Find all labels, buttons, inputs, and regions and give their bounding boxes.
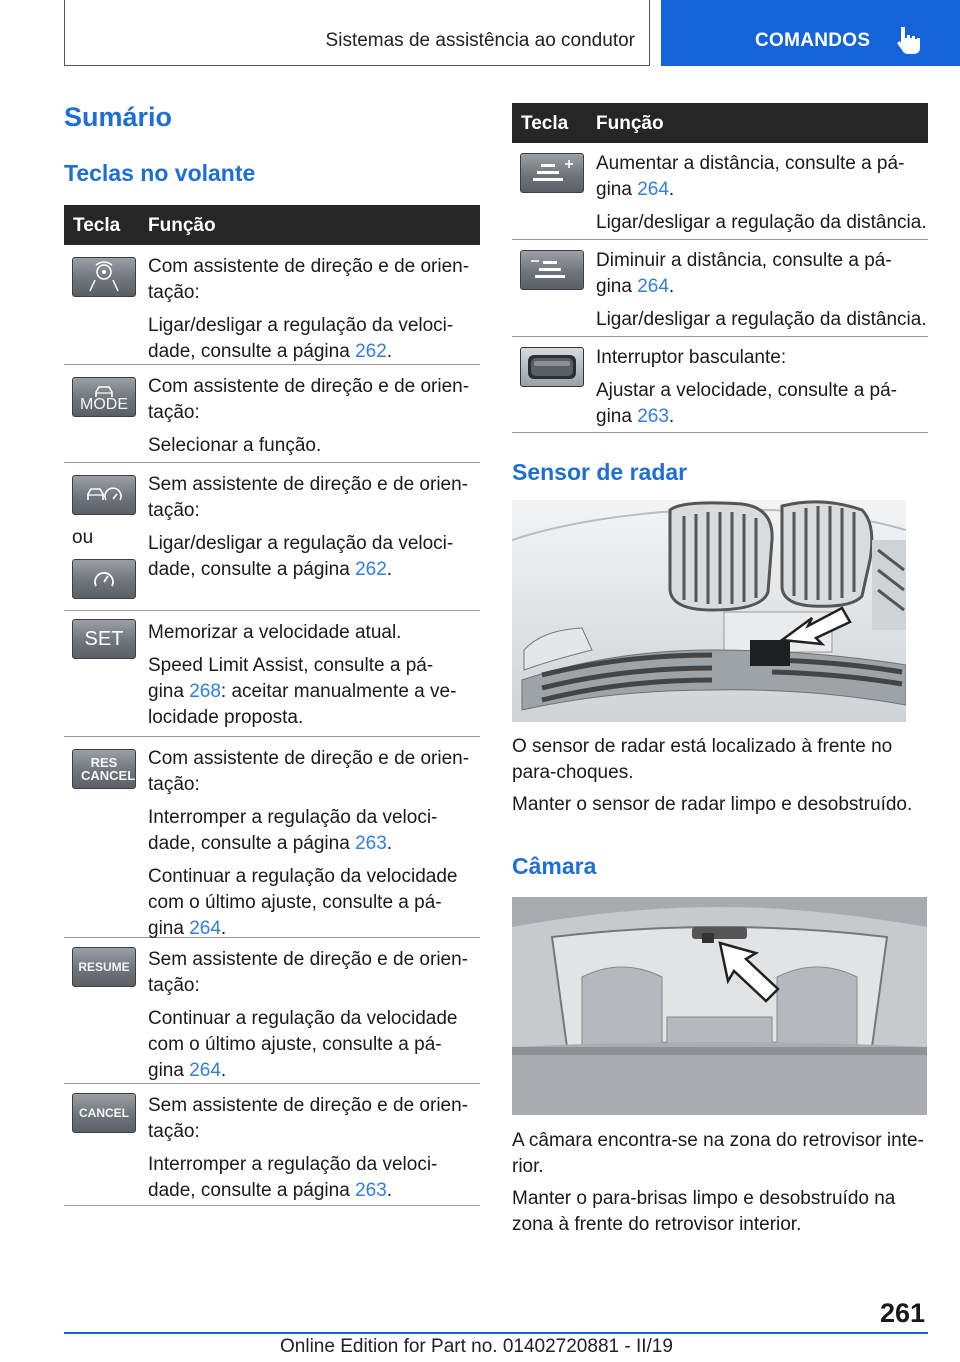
- distance-keys-table: [512, 103, 928, 433]
- function-line: [148, 864, 480, 942]
- row-function: [148, 620, 480, 738]
- cruise-steering-key: [72, 475, 136, 515]
- grille-left: [670, 503, 772, 610]
- page-ref-link[interactable]: 264: [189, 1060, 221, 1081]
- function-line: [596, 378, 928, 430]
- table-row: [64, 611, 480, 737]
- function-text: Interruptor basculante:: [596, 347, 787, 368]
- function-line: [596, 307, 928, 333]
- header-section-box: [64, 0, 650, 66]
- page-title: Sumário: [64, 102, 173, 132]
- function-text: Aumentar a distância, consulte a pá- gina: [596, 153, 905, 200]
- rocker-switch-icon: [526, 352, 578, 382]
- function-line: [148, 531, 480, 583]
- function-text: Continuar a regulação da velocidade com o último ajuste, consulte a pá- gina: [148, 1008, 458, 1081]
- col-function-header: Função: [148, 215, 216, 236]
- header-chapter-title: COMANDOS: [755, 30, 871, 51]
- row-function: [596, 151, 928, 243]
- function-text: Ligar/desligar a regulação da veloci- dade, consulte a página: [148, 533, 454, 580]
- page-ref-link[interactable]: 268: [189, 681, 221, 702]
- footer-divider: [64, 1332, 928, 1334]
- page-ref-link[interactable]: 264: [637, 179, 669, 200]
- function-text: .: [386, 1180, 393, 1201]
- rocker-switch-key: [520, 347, 584, 387]
- function-line: [148, 313, 480, 365]
- function-text: Ajustar a velocidade, consulte a pá- gina: [596, 380, 898, 427]
- page-ref-link[interactable]: 262: [355, 341, 387, 362]
- row-function: [148, 746, 480, 949]
- function-text: Com assistente de direção e de orien- tação:: [148, 376, 470, 423]
- function-text: Diminuir a distância, consulte a pá- gina: [596, 250, 892, 297]
- function-line: [148, 472, 480, 524]
- steering-assist-key: [72, 257, 136, 297]
- camera-paragraph-2: Manter o para-brisas limpo e desobstruído na zona à frente do retrovisor interior.: [512, 1188, 896, 1235]
- page-ref-link[interactable]: 263: [637, 406, 669, 427]
- function-line: [148, 1093, 480, 1145]
- steering-keys-heading: Teclas no volante: [64, 160, 256, 186]
- function-text: Com assistente de direção e de orien- tação:: [148, 748, 470, 795]
- radar-heading: Sensor de radar: [512, 459, 688, 485]
- mode-key: [72, 377, 136, 417]
- function-text: Continuar a regulação da velocidade com o último ajuste, consulte a pá- gina: [148, 866, 458, 939]
- grille-right: [782, 502, 872, 606]
- function-text: .: [220, 918, 227, 939]
- row-function: [148, 1093, 480, 1211]
- steering-assist-icon: [80, 261, 128, 293]
- mode-key-label: MODE: [80, 395, 128, 413]
- function-line: [148, 805, 480, 857]
- footer-edition: Online Edition for Part no. 01402720881 - II/19: [280, 1336, 673, 1357]
- distance-increase-key: [520, 153, 584, 193]
- col-function-header: Função: [596, 113, 664, 134]
- function-text: Sem assistente de direção e de orien- tação:: [148, 474, 469, 521]
- header-section-title: Sistemas de assistência ao condutor: [325, 30, 635, 51]
- table-row: [64, 365, 480, 463]
- function-text: Ligar/desligar a regulação da veloci- dade, consulte a página: [148, 315, 454, 362]
- row-function: [596, 248, 928, 340]
- res-cancel-key-label: RES CANCEL: [81, 755, 136, 783]
- function-text: : aceitar manualmente a ve- locidade proposta.: [148, 681, 457, 728]
- table-row: [64, 245, 480, 365]
- col-key-header: Tecla: [521, 113, 569, 134]
- function-line: [148, 433, 480, 459]
- table-row: [64, 938, 480, 1084]
- row-function: [148, 947, 480, 1091]
- function-text: Sem assistente de direção e de orien- tação:: [148, 949, 469, 996]
- cruise-key: [72, 559, 136, 599]
- pointing-hand-icon: [895, 24, 923, 56]
- function-text: .: [668, 406, 675, 427]
- function-text: .: [220, 1060, 227, 1081]
- row-function: [148, 254, 480, 372]
- function-text: .: [386, 341, 393, 362]
- resume-key: [72, 947, 136, 987]
- cancel-key: [72, 1093, 136, 1133]
- function-line: [148, 254, 480, 306]
- function-line: [596, 345, 928, 371]
- function-text: .: [668, 179, 675, 200]
- camera-illustration: [512, 897, 927, 1115]
- function-line: [148, 653, 480, 731]
- table-row: [512, 143, 928, 240]
- function-text: .: [386, 559, 393, 580]
- function-line: [148, 746, 480, 798]
- distance-increase-icon: [527, 158, 577, 188]
- table-row: [512, 240, 928, 337]
- page-ref-link[interactable]: 263: [355, 1180, 387, 1201]
- header-chapter-tab[interactable]: [661, 0, 960, 66]
- function-text: Ligar/desligar a regulação da distância.: [596, 309, 927, 330]
- function-text: Sem assistente de direção e de orien- tação:: [148, 1095, 469, 1142]
- radar-paragraph-1: O sensor de radar está localizado à frente no para-choques.: [512, 736, 893, 783]
- function-text: Selecionar a função.: [148, 435, 322, 456]
- table-row: [64, 737, 480, 938]
- resume-key-label: RESUME: [78, 959, 130, 974]
- row-function: [148, 374, 480, 466]
- col-key-header: Tecla: [73, 215, 121, 236]
- page-ref-link[interactable]: 262: [355, 559, 387, 580]
- function-text: Ligar/desligar a regulação da distância.: [596, 212, 927, 233]
- function-text: .: [386, 833, 393, 854]
- distance-decrease-icon: [527, 255, 577, 285]
- or-label: ou: [72, 527, 94, 548]
- set-key-label: SET: [84, 627, 124, 650]
- row-function: [596, 345, 928, 437]
- camera-paragraph-1: A câmara encontra-se na zona do retrovisor inte- rior.: [512, 1130, 924, 1177]
- table-row: [64, 1084, 480, 1206]
- page-ref-link[interactable]: 264: [189, 918, 221, 939]
- function-text: Com assistente de direção e de orien- tação:: [148, 256, 470, 303]
- function-line: [148, 620, 480, 646]
- function-text: Interromper a regulação da veloci- dade, consulte a página: [148, 1154, 438, 1201]
- page-ref-link[interactable]: 263: [355, 833, 387, 854]
- cruise-control-steering-icon: [82, 480, 126, 510]
- function-text: .: [668, 276, 675, 297]
- function-line: [148, 1152, 480, 1204]
- row-function: [148, 472, 480, 590]
- table-row: [64, 463, 480, 611]
- function-line: [148, 1006, 480, 1084]
- table-header: [512, 103, 928, 143]
- function-line: [596, 210, 928, 236]
- table-header: [64, 205, 480, 245]
- steering-keys-table: [64, 205, 480, 1206]
- set-key: [72, 619, 136, 659]
- distance-decrease-key: [520, 250, 584, 290]
- function-text: Memorizar a velocidade atual.: [148, 622, 402, 643]
- res-cancel-key: [72, 749, 136, 789]
- radar-sensor-illustration: [512, 500, 906, 722]
- function-line: [148, 947, 480, 999]
- function-text: Interromper a regulação da veloci- dade, consulte a página: [148, 807, 438, 854]
- radar-paragraph-2: Manter o sensor de radar limpo e desobstruído.: [512, 794, 913, 815]
- function-text: Speed Limit Assist, consulte a pá- gina: [148, 655, 434, 702]
- cruise-control-icon: [89, 564, 119, 594]
- function-line: [148, 374, 480, 426]
- page-ref-link[interactable]: 264: [637, 276, 669, 297]
- camera-heading: Câmara: [512, 853, 597, 879]
- cancel-key-label: CANCEL: [79, 1105, 129, 1120]
- table-row: [512, 337, 928, 433]
- page-number: 261: [880, 1298, 926, 1328]
- function-line: [596, 151, 928, 203]
- function-line: [596, 248, 928, 300]
